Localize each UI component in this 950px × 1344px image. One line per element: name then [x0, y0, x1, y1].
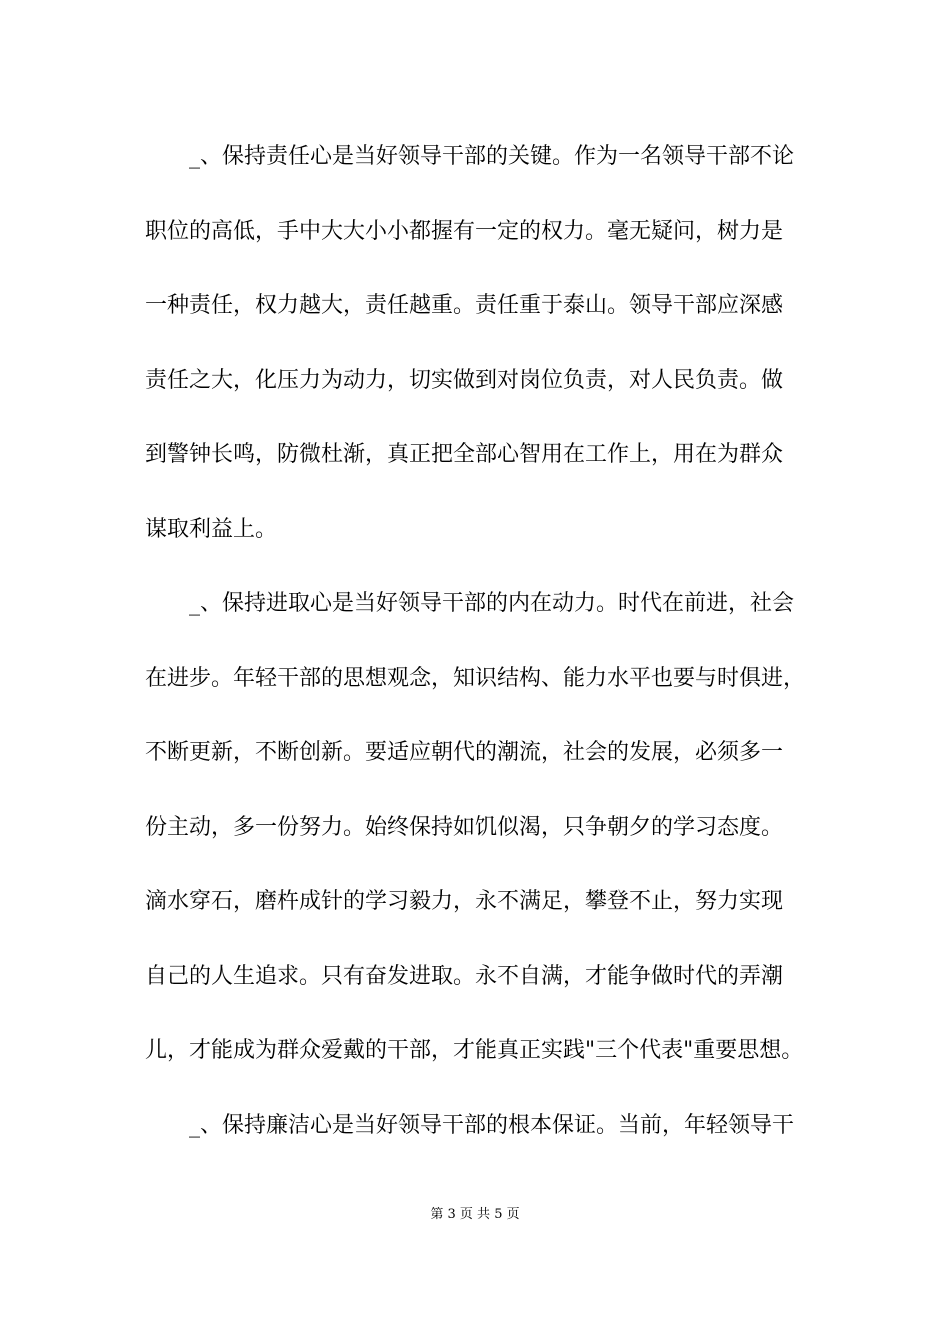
text-line: 自己的人生追求。只有奋发进取。永不自满，才能争做时代的弄潮 [145, 963, 784, 989]
text-line: 谋取利益上。 [145, 516, 278, 542]
text-line: _、保持廉洁心是当好领导干部的根本保证。当前，年轻领导干 [189, 1112, 795, 1138]
text-line: 滴水穿石，磨杵成针的学习毅力，永不满足，攀登不止，努力实现 [145, 889, 784, 914]
text-line: 在进步。年轻干部的思想观念，知识结构、能力水平也要与时俱进， [145, 665, 806, 691]
text-line: 不断更新，不断创新。要适应朝代的潮流，社会的发展，必须多一 [145, 740, 784, 765]
paragraph-responsibility [145, 130, 810, 577]
text-line: 职位的高低，手中大大小小都握有一定的权力。毫无疑问，树力是 [145, 218, 784, 244]
page-number-footer: 第 3 页 共 5 页 [430, 1207, 520, 1222]
text-line: _、保持进取心是当好领导干部的内在动力。时代在前进，社会 [189, 591, 795, 616]
paragraph-integrity [145, 1099, 810, 1174]
text-line: _、保持责任心是当好领导干部的关键。作为一名领导干部不论 [189, 144, 795, 169]
text-line: 儿，才能成为群众爱戴的干部，才能真正实践"三个代表"重要思想。 [145, 1038, 804, 1063]
text-line: 一种责任，权力越大，责任越重。责任重于泰山。领导干部应深感 [145, 293, 784, 318]
document-body [145, 130, 810, 1173]
text-line: 责任之大，化压力为动力，切实做到对岗位负责，对人民负责。做 [145, 367, 784, 393]
paragraph-enterprise [145, 577, 810, 1099]
text-line: 到警钟长鸣，防微杜渐，真正把全部心智用在工作上，用在为群众 [145, 442, 784, 467]
text-line: 份主动，多一份努力。始终保持如饥似渴，只争朝夕的学习态度。 [145, 814, 784, 840]
